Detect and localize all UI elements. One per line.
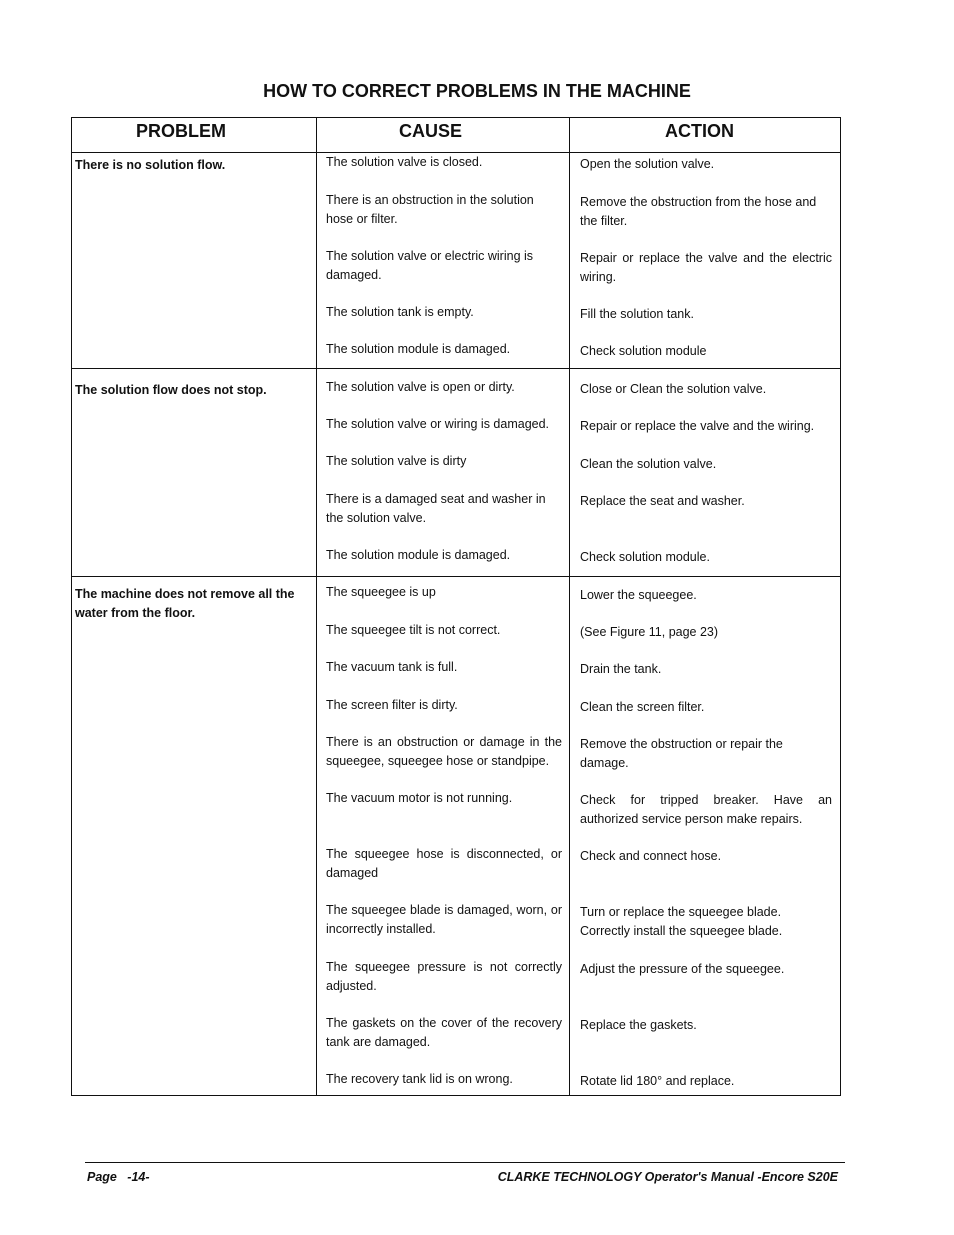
action-cell: Check solution module [580, 344, 707, 358]
column-divider [569, 118, 570, 1095]
cause-cell: The squeegee tilt is not correct. [326, 623, 501, 637]
problem-cell: There is no solution flow. [75, 158, 226, 172]
problem-cell: The solution flow does not stop. [75, 383, 267, 397]
cause-cell: The gaskets on the cover of the recovery tank are damaged. [326, 1016, 562, 1049]
action-cell: Replace the gaskets. [580, 1018, 697, 1032]
problem-cell: The machine does not remove all the water from the floor. [75, 587, 295, 620]
cause-cell: The solution valve or electric wiring is damaged. [326, 249, 534, 282]
cause-cell: There is an obstruction or damage in the squeegee, squeegee hose or standpipe. [326, 735, 562, 768]
action-cell: Check and connect hose. [580, 849, 722, 863]
cause-cell: There is a damaged seat and washer in the solution valve. [326, 492, 546, 525]
action-cell: Turn or replace the squeegee blade. Correctly install the squeegee blade. [580, 905, 783, 938]
footer-rule [85, 1162, 845, 1163]
action-cell: Clean the screen filter. [580, 700, 705, 714]
header-action: ACTION [665, 121, 734, 141]
cause-cell: The screen filter is dirty. [326, 698, 458, 712]
row-divider [72, 576, 840, 577]
action-cell: Clean the solution valve. [580, 457, 717, 471]
page-number: Page -14- [87, 1170, 150, 1184]
header-cause: CAUSE [399, 121, 463, 141]
manual-title: CLARKE TECHNOLOGY Operator's Manual -Encore S20E [497, 1170, 838, 1184]
action-cell: Check solution module. [580, 550, 710, 564]
action-cell: Fill the solution tank. [580, 307, 694, 321]
header-problem: PROBLEM [136, 121, 226, 141]
cause-cell: The solution valve is open or dirty. [326, 380, 515, 394]
cause-cell: There is an obstruction in the solution hose or filter. [326, 193, 534, 226]
page-title: HOW TO CORRECT PROBLEMS IN THE MACHINE [263, 81, 691, 101]
column-divider [316, 118, 317, 1095]
action-cell: Replace the seat and washer. [580, 494, 745, 508]
cause-cell: The solution valve is closed. [326, 155, 483, 169]
cause-cell: The squeegee blade is damaged, worn, or incorrectly installed. [326, 903, 562, 936]
cause-cell: The recovery tank lid is on wrong. [326, 1072, 513, 1086]
action-cell: (See Figure 11, page 23) [580, 625, 719, 639]
cause-cell: The squeegee is up [326, 585, 436, 599]
action-cell: Remove the obstruction from the hose and the filter. [580, 195, 817, 228]
cause-cell: The solution valve or wiring is damaged. [326, 417, 550, 431]
action-cell: Repair or replace the valve and the wiring. [580, 419, 815, 433]
action-cell: Open the solution valve. [580, 157, 715, 171]
action-cell: Adjust the pressure of the squeegee. [580, 962, 785, 976]
cause-cell: The vacuum tank is full. [326, 660, 458, 674]
troubleshooting-table [71, 117, 841, 1096]
action-cell: Drain the tank. [580, 662, 662, 676]
cause-cell: The squeegee pressure is not correctly adjusted. [326, 960, 562, 993]
cause-cell: The solution valve is dirty [326, 454, 467, 468]
cause-cell: The solution module is damaged. [326, 342, 511, 356]
row-divider [72, 368, 840, 369]
cause-cell: The solution module is damaged. [326, 548, 511, 562]
table-header-row [72, 118, 840, 153]
action-cell: Repair or replace the valve and the electric wiring. [580, 251, 832, 284]
action-cell: Remove the obstruction or repair the damage. [580, 737, 783, 770]
action-cell: Close or Clean the solution valve. [580, 382, 767, 396]
cause-cell: The vacuum motor is not running. [326, 791, 513, 805]
action-cell: Lower the squeegee. [580, 588, 697, 602]
action-cell: Check for tripped breaker. Have an authorized service person make repairs. [580, 793, 832, 826]
cause-cell: The solution tank is empty. [326, 305, 474, 319]
action-cell: Rotate lid 180° and replace. [580, 1074, 735, 1088]
cause-cell: The squeegee hose is disconnected, or damaged [326, 847, 562, 880]
